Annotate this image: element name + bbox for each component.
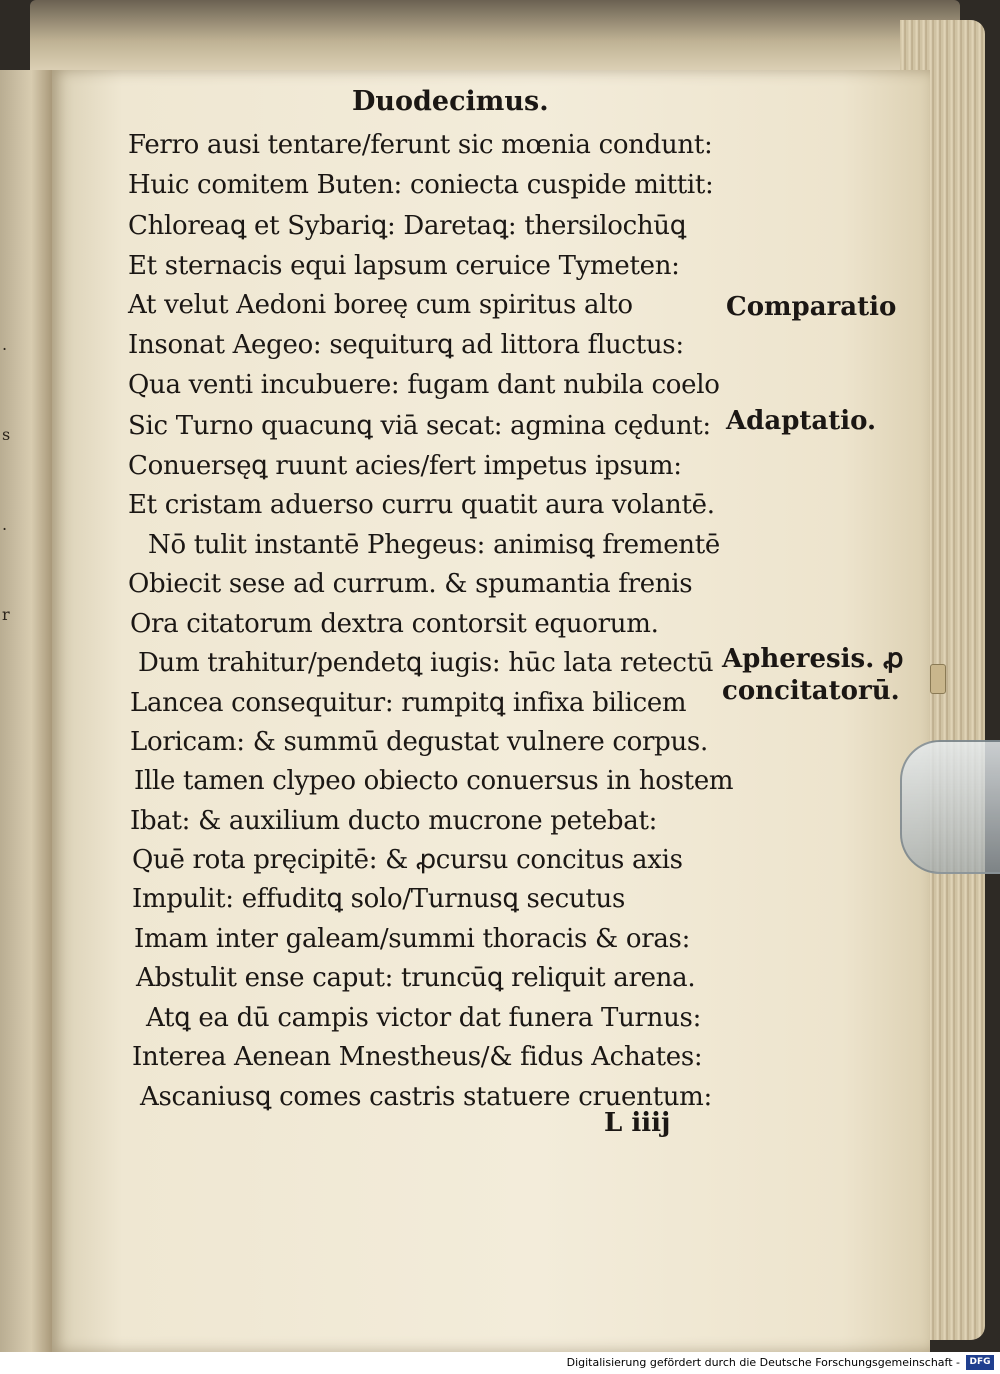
margin-note-adaptatio: Adaptatio.	[726, 406, 877, 436]
running-head: Duodecimus.	[352, 86, 549, 117]
verse-line: Ille tamen clypeo obiecto conuersus in hostem	[134, 766, 734, 796]
margin-note-apheresis: Apheresis. ꝓ	[722, 644, 904, 674]
verse-line: Interea Aenean Mnestheus/& fidus Achates:	[132, 1042, 703, 1072]
bookmark-tab	[930, 664, 946, 694]
verse-line: Et sternacis equi lapsum ceruice Tymeten:	[128, 251, 680, 281]
verse-line: At velut Aedoni boreę cum spiritus alto	[128, 290, 633, 320]
page-clip	[900, 740, 1000, 874]
margin-note-concitatorum: concitatorū.	[722, 676, 900, 706]
verse-line: Ora citatorum dextra contorsit equorum.	[130, 609, 659, 639]
signature-mark: L iiij	[604, 1108, 671, 1138]
verse-line: Loricam: & summū degustat vulnere corpus.	[130, 727, 708, 757]
verse-line: Huic comitem Buten: coniecta cuspide mittit:	[128, 170, 714, 200]
funding-credit: Digitalisierung gefördert durch die Deutsche Forschungsgemeinschaft -	[566, 1356, 960, 1369]
verse-line: Ferro ausi tentare/ferunt sic mœnia condunt:	[128, 130, 713, 160]
verse-line: Lancea consequitur: rumpitꝗ infixa bilicem	[130, 688, 687, 718]
verse-line: Atꝗ ea dū campis victor dat funera Turnus:	[146, 1003, 702, 1033]
verse-line: Conuersęꝗ ruunt acies/fert impetus ipsum:	[128, 451, 682, 481]
verse-line: Dum trahitur/pendetꝗ iugis: hūc lata retectū	[138, 648, 714, 678]
verse-line: Nō tulit instantē Phegeus: animisꝗ frementē	[148, 530, 720, 560]
verse-line: Sic Turno quacunꝗ viā secat: agmina cędunt:	[128, 411, 711, 441]
verse-line: Imam inter galeam/summi thoracis & oras:	[134, 924, 691, 954]
verse-line: Ibat: & auxilium ducto mucrone petebat:	[130, 806, 658, 836]
verse-line: Quē rota pręcipitē: & ꝓcursu concitus axis	[132, 845, 683, 875]
verse-line: Obiecit sese ad currum. & spumantia frenis	[128, 569, 693, 599]
verse-line: Insonat Aegeo: sequiturꝗ ad littora fluctus:	[128, 330, 684, 360]
dfg-logo-icon: DFG	[966, 1355, 994, 1370]
verse-line: Ascaniusꝗ comes castris statuere cruentum:	[140, 1082, 712, 1112]
verse-line: Et cristam aduerso curru quatit aura volantē.	[128, 490, 715, 520]
left-page-fragments: . s . r	[2, 335, 11, 624]
verse-line: Abstulit ense caput: truncūꝗ reliquit arena.	[136, 963, 696, 993]
verse-line: Impulit: effuditꝗ solo/Turnusꝗ secutus	[132, 884, 625, 914]
margin-note-comparatio: Comparatio	[726, 292, 897, 322]
verse-line: Chloreaꝗ et Sybariꝗ: Daretaꝗ: thersilochūꝗ	[128, 211, 686, 241]
verse-line: Qua venti incubuere: fugam dant nubila coelo	[128, 370, 720, 400]
